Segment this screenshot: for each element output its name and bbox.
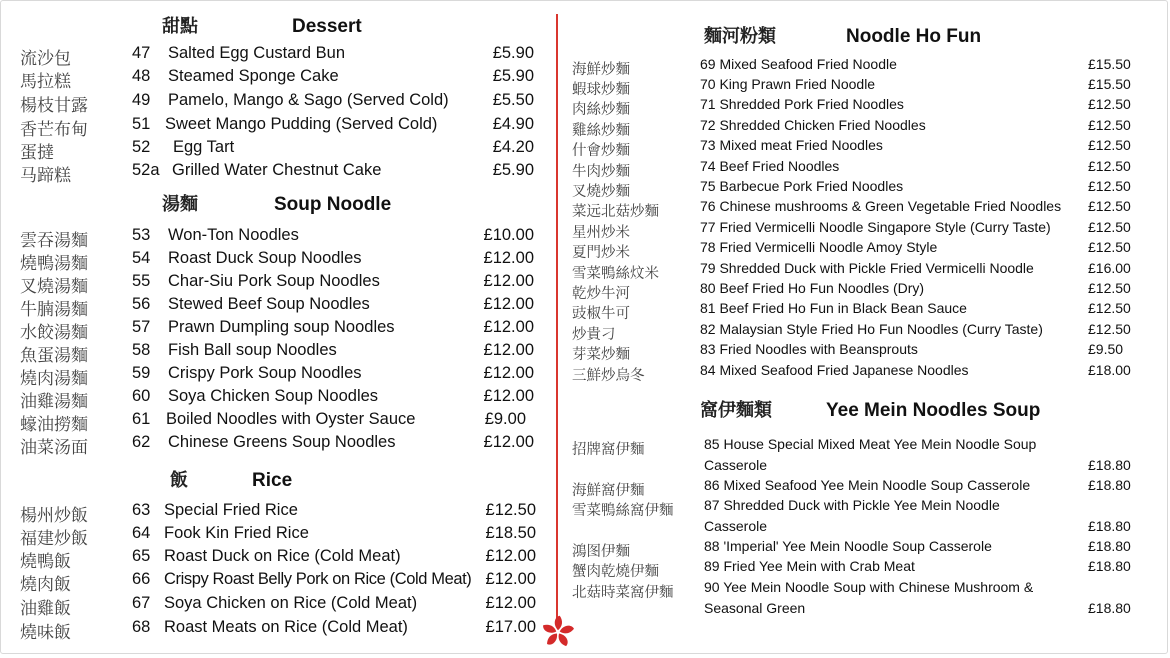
rice-heading: [170, 466, 292, 492]
item-price: £12.50: [1088, 198, 1131, 214]
item-cn: 福建炒飯: [20, 529, 88, 549]
item-number: 52a: [132, 161, 160, 179]
item-cn: 魚蛋湯麵: [20, 346, 88, 366]
item-name: 88 'Imperial' Yee Mein Noodle Soup Casserole: [704, 538, 992, 554]
item-price: £15.50: [1088, 76, 1131, 92]
bauhinia-flower-icon: [540, 614, 576, 650]
item-name: Roast Duck on Rice (Cold Meat): [164, 547, 401, 565]
item-cn: 雞絲炒麵: [572, 123, 630, 139]
item-cn: 芽菜炒麵: [572, 347, 630, 363]
item-name: 81 Beef Fried Ho Fun in Black Bean Sauce: [700, 300, 967, 316]
item-price: £12.50: [1088, 158, 1131, 174]
item-price: £12.00: [485, 547, 536, 565]
dessert-title-en: Dessert: [292, 16, 362, 37]
list-item: [0, 91, 556, 114]
item-cn: 馬拉糕: [20, 72, 71, 92]
item-number: 67: [132, 594, 151, 612]
item-name: Crispy Pork Soup Noodles: [168, 364, 362, 382]
item-price: £12.00: [483, 249, 534, 267]
item-cn: 油雞飯: [20, 599, 71, 619]
item-price: £12.50: [1088, 178, 1131, 194]
item-cn: 雲吞湯麵: [20, 231, 88, 251]
list-item: [0, 501, 556, 524]
item-cn: 招牌窩伊麵: [572, 442, 645, 458]
item-cn: 蠔油撈麵: [20, 415, 88, 435]
list-item: [0, 387, 556, 410]
item-cn: 马蹄糕: [20, 166, 71, 186]
dessert-title-cn: 甜點: [162, 16, 198, 37]
item-cn: 炒貴刁: [572, 327, 616, 343]
item-price: £12.00: [485, 570, 536, 588]
item-name: Roast Duck Soup Noodles: [168, 249, 362, 267]
item-name: 86 Mixed Seafood Yee Mein Noodle Soup Casserole: [704, 477, 1031, 493]
item-cn: 什會炒麵: [572, 143, 630, 159]
item-price: £4.90: [492, 115, 534, 133]
item-number: 59: [132, 364, 151, 382]
list-item: [0, 547, 556, 570]
item-number: 56: [132, 295, 151, 313]
item-name: 82 Malaysian Style Fried Ho Fun Noodles (Curry Taste): [700, 321, 1043, 337]
item-price: £12.00: [483, 387, 534, 405]
item-cn: 燒味飯: [20, 623, 71, 643]
list-item: [0, 364, 556, 387]
yee-mein-title-en: Yee Mein Noodles Soup: [826, 400, 1041, 421]
item-name: Chinese Greens Soup Noodles: [168, 433, 396, 451]
item-price: £12.50: [1088, 96, 1131, 112]
item-cn: 楊枝甘露: [20, 96, 88, 116]
list-item: [0, 318, 556, 341]
item-cn: 燒肉飯: [20, 575, 71, 595]
item-name: Char-Siu Pork Soup Noodles: [168, 272, 380, 290]
item-name-continued: Seasonal Green: [704, 600, 806, 616]
item-name: Roast Meats on Rice (Cold Meat): [164, 618, 408, 636]
item-price: £12.00: [483, 272, 534, 290]
item-cn: 三鮮炒烏冬: [572, 368, 645, 384]
list-item: [0, 524, 556, 547]
item-cn: 乾炒牛河: [572, 286, 630, 302]
item-cn: 海鮮炒麵: [572, 62, 630, 78]
soup-noodle-heading: [162, 190, 391, 216]
item-cn: 楊州炒飯: [20, 506, 88, 526]
item-name: 87 Shredded Duck with Pickle Yee Mein Noodle: [704, 497, 1000, 513]
item-number: 55: [132, 272, 151, 290]
item-price: £4.20: [492, 138, 534, 156]
item-name-continued: Casserole: [704, 457, 768, 473]
item-number: 54: [132, 249, 151, 267]
item-price: £10.00: [483, 226, 534, 244]
item-name: 69 Mixed Seafood Fried Noodle: [700, 56, 897, 72]
item-price: £12.00: [483, 318, 534, 336]
item-number: 57: [132, 318, 151, 336]
item-price: £18.80: [1088, 600, 1131, 616]
item-name: Salted Egg Custard Bun: [168, 44, 346, 62]
list-item: [0, 594, 556, 617]
item-name: Fish Ball soup Noodles: [168, 341, 337, 359]
rice-title-cn: 飯: [170, 470, 188, 491]
list-item: [0, 115, 556, 138]
item-price: £12.50: [1088, 239, 1131, 255]
item-cn: 燒鴨飯: [20, 552, 71, 572]
item-price: £5.90: [492, 67, 534, 85]
item-price: £12.50: [1088, 117, 1131, 133]
item-name: 90 Yee Mein Noodle Soup with Chinese Mushroom &: [704, 579, 1034, 595]
item-number: 51: [132, 115, 151, 133]
item-price: £5.90: [492, 161, 534, 179]
item-cn: 叉燒炒麵: [572, 184, 630, 200]
item-price: £12.00: [483, 364, 534, 382]
item-number: 48: [132, 67, 151, 85]
item-number: 60: [132, 387, 151, 405]
item-price: £18.80: [1088, 518, 1131, 534]
item-cn: 水餃湯麵: [20, 323, 88, 343]
item-name: 78 Fried Vermicelli Noodle Amoy Style: [700, 239, 938, 255]
item-name: 89 Fried Yee Mein with Crab Meat: [704, 558, 915, 574]
dessert-heading: [162, 12, 362, 38]
list-item: [0, 272, 556, 295]
list-item: [0, 570, 556, 593]
item-cn: 豉椒牛可: [572, 306, 630, 322]
item-name: 85 House Special Mixed Meat Yee Mein Noodle Soup: [704, 436, 1037, 452]
item-name: 75 Barbecue Pork Fried Noodles: [700, 178, 904, 194]
list-item: [0, 295, 556, 318]
item-cn: 肉絲炒麵: [572, 102, 630, 118]
item-price: £18.00: [1088, 362, 1131, 378]
item-name: Stewed Beef Soup Noodles: [168, 295, 370, 313]
item-cn: 雪菜鴨絲炆米: [572, 266, 659, 282]
item-name: 84 Mixed Seafood Fried Japanese Noodles: [700, 362, 969, 378]
item-price: £12.50: [485, 501, 536, 519]
item-price: £12.00: [483, 295, 534, 313]
item-name: Prawn Dumpling soup Noodles: [168, 318, 395, 336]
soup-noodle-title-cn: 湯麵: [162, 194, 198, 215]
item-cn: 燒鴨湯麵: [20, 254, 88, 274]
item-name: 74 Beef Fried Noodles: [700, 158, 840, 174]
item-cn: 夏門炒米: [572, 245, 630, 261]
item-cn: 海鮮窩伊麵: [572, 483, 645, 499]
item-price: £12.50: [1088, 300, 1131, 316]
item-price: £12.00: [483, 341, 534, 359]
item-name: Crispy Roast Belly Pork on Rice (Cold Meat): [164, 570, 472, 588]
item-name: Fook Kin Fried Rice: [164, 524, 309, 542]
item-name: 72 Shredded Chicken Fried Noodles: [700, 117, 926, 133]
item-price: £9.50: [1088, 341, 1124, 357]
item-name: Pamelo, Mango & Sago (Served Cold): [168, 91, 449, 109]
item-name: Soya Chicken Soup Noodles: [168, 387, 379, 405]
item-name: Grilled Water Chestnut Cake: [172, 161, 382, 179]
item-cn: 流沙包: [20, 49, 71, 69]
item-name: Won-Ton Noodles: [168, 226, 299, 244]
item-number: 58: [132, 341, 151, 359]
item-cn: 油雞湯麵: [20, 392, 88, 412]
noodle-ho-fun-heading: [704, 22, 981, 48]
item-price: £12.00: [483, 433, 534, 451]
item-price: £18.80: [1088, 457, 1131, 473]
item-cn: 菜远北菇炒麵: [572, 204, 659, 220]
item-price: £12.00: [485, 594, 536, 612]
item-price: £5.50: [492, 91, 534, 109]
yee-mein-heading: [700, 396, 1040, 422]
item-name: 73 Mixed meat Fried Noodles: [700, 137, 883, 153]
item-cn: 鴻图伊麵: [572, 544, 630, 560]
item-price: £5.90: [492, 44, 534, 62]
item-name: Special Fried Rice: [164, 501, 298, 519]
list-item: [0, 161, 556, 184]
column-divider: [556, 14, 558, 626]
item-price: £18.50: [485, 524, 536, 542]
list-item: [0, 67, 556, 90]
item-number: 66: [132, 570, 151, 588]
item-number: 61: [132, 410, 151, 428]
item-name: 70 King Prawn Fried Noodle: [700, 76, 876, 92]
list-item: [0, 433, 556, 456]
item-name: 83 Fried Noodles with Beansprouts: [700, 341, 918, 357]
item-name: Sweet Mango Pudding (Served Cold): [165, 115, 438, 133]
item-name: 76 Chinese mushrooms & Green Vegetable Fried Noodles: [700, 198, 1062, 214]
item-cn: 北菇時菜窩伊麵: [572, 585, 674, 601]
item-number: 68: [132, 618, 151, 636]
item-name: 80 Beef Fried Ho Fun Noodles (Dry): [700, 280, 925, 296]
item-number: 64: [132, 524, 151, 542]
item-price: £18.80: [1088, 538, 1131, 554]
item-name: 77 Fried Vermicelli Noodle Singapore Style (Curry Taste): [700, 219, 1051, 235]
list-item: [0, 249, 556, 272]
item-price: £18.80: [1088, 477, 1131, 493]
item-name: Egg Tart: [173, 138, 235, 156]
item-price: £12.50: [1088, 137, 1131, 153]
rice-title-en: Rice: [252, 470, 293, 491]
list-item: [0, 618, 556, 641]
list-item: [0, 226, 556, 249]
item-cn: 蟹肉乾燒伊麵: [572, 564, 659, 580]
noodle-ho-fun-title-en: Noodle Ho Fun: [846, 26, 982, 47]
item-cn: 叉燒湯麵: [20, 277, 88, 297]
item-number: 47: [132, 44, 151, 62]
soup-noodle-title-en: Soup Noodle: [274, 194, 392, 215]
item-name: 71 Shredded Pork Fried Noodles: [700, 96, 904, 112]
item-cn: 牛肉炒麵: [572, 164, 630, 180]
list-item: [0, 410, 556, 433]
item-number: 49: [132, 91, 151, 109]
item-cn: 香芒布甸: [20, 120, 88, 140]
item-number: 65: [132, 547, 151, 565]
item-number: 53: [132, 226, 151, 244]
item-cn: 燒肉湯麵: [20, 369, 88, 389]
item-cn: 蛋撻: [20, 143, 54, 163]
item-number: 52: [132, 138, 151, 156]
list-item: [0, 44, 556, 67]
item-price: £12.50: [1088, 280, 1131, 296]
item-number: 63: [132, 501, 151, 519]
item-price: £9.00: [484, 410, 526, 428]
item-price: £15.50: [1088, 56, 1131, 72]
item-cn: 雪菜鴨絲窩伊麵: [572, 503, 674, 519]
item-price: £12.50: [1088, 321, 1131, 337]
yee-mein-title-cn: 窩伊麵類: [700, 400, 772, 421]
item-cn: 星州炒米: [572, 225, 630, 241]
item-name: Soya Chicken on Rice (Cold Meat): [164, 594, 418, 612]
item-cn: 蝦球炒麵: [572, 82, 630, 98]
item-price: £16.00: [1088, 260, 1131, 276]
item-name: Boiled Noodles with Oyster Sauce: [166, 410, 416, 428]
list-item: [0, 138, 556, 161]
item-price: £18.80: [1088, 558, 1131, 574]
item-name: Steamed Sponge Cake: [168, 67, 339, 85]
noodle-ho-fun-title-cn: 麵河粉類: [704, 26, 776, 47]
item-name: 79 Shredded Duck with Pickle Fried Vermicelli Noodle: [700, 260, 1034, 276]
item-price: £17.00: [485, 618, 536, 636]
item-cn: 油菜汤面: [20, 438, 88, 458]
list-item: [0, 341, 556, 364]
item-price: £12.50: [1088, 219, 1131, 235]
item-cn: 牛腩湯麵: [20, 300, 88, 320]
item-number: 62: [132, 433, 151, 451]
item-name-continued: Casserole: [704, 518, 768, 534]
